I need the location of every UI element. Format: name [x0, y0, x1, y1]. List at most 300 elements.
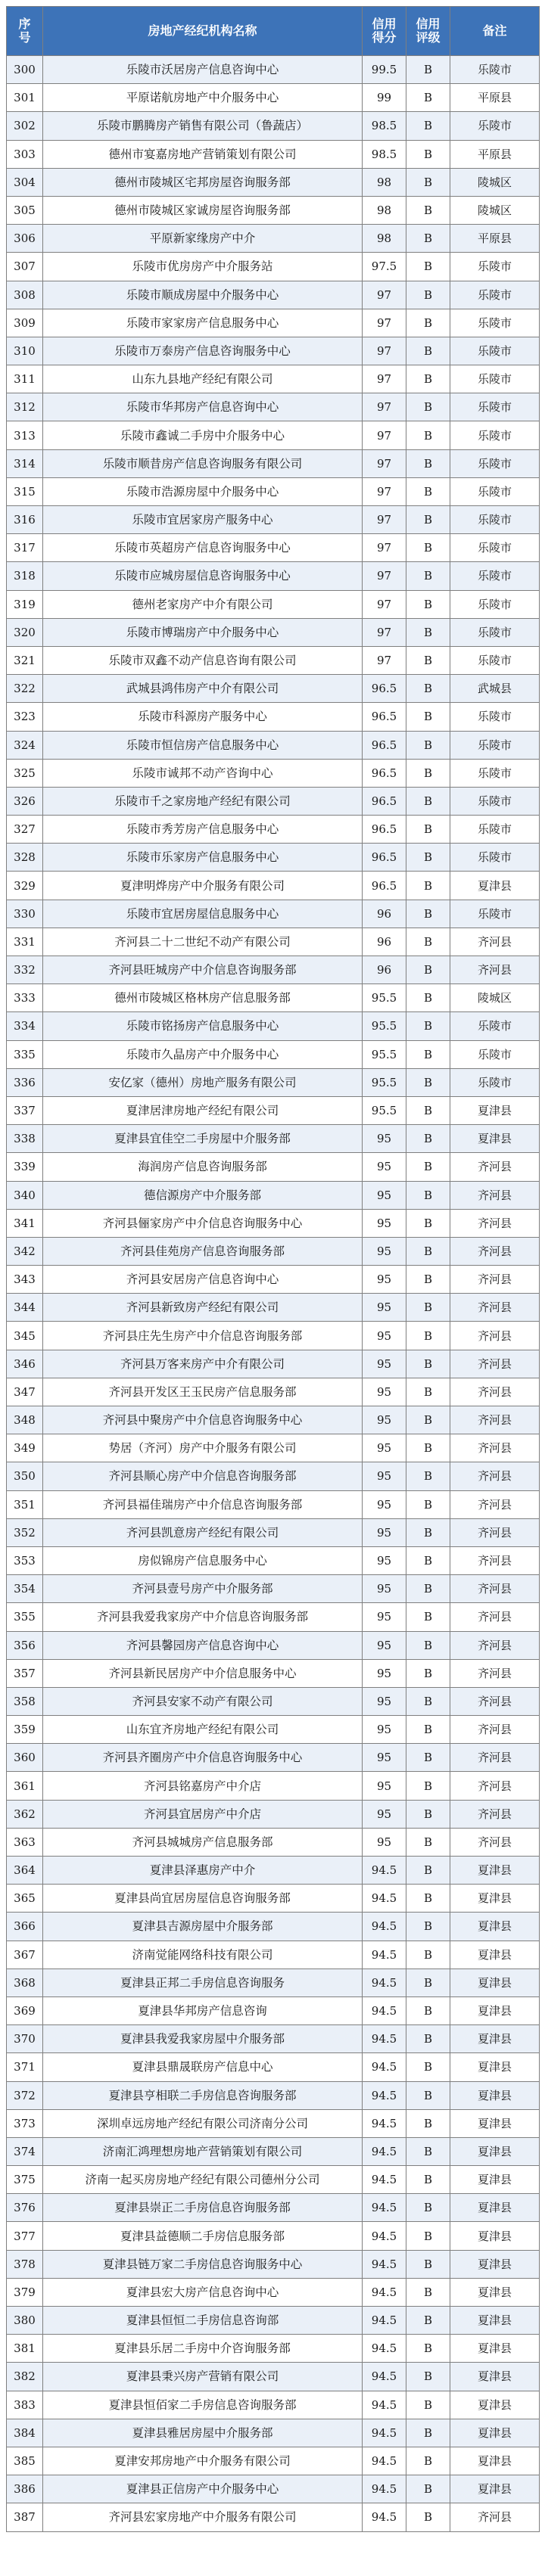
table-row — [7, 337, 540, 365]
cell-no: 355 — [7, 1603, 43, 1631]
table-row — [7, 759, 540, 787]
cell-name: 德州市宴嘉房地产营销策划有限公司 — [43, 140, 363, 168]
cell-note: 夏津县 — [450, 2053, 540, 2081]
table-body — [7, 56, 540, 2532]
cell-grade: B — [406, 2419, 450, 2447]
cell-score: 95 — [363, 1744, 406, 1772]
cell-name: 乐陵市宜居家房产服务中心 — [43, 506, 363, 534]
table-row — [7, 56, 540, 84]
cell-note: 乐陵市 — [450, 281, 540, 309]
cell-name: 德州市陵城区格林房产信息服务部 — [43, 984, 363, 1012]
cell-name: 齐河县中聚房产中介信息咨询服务中心 — [43, 1406, 363, 1434]
cell-no: 362 — [7, 1800, 43, 1828]
cell-name: 齐河县宜居房产中介店 — [43, 1800, 363, 1828]
table-row — [7, 1518, 540, 1546]
cell-note: 齐河县 — [450, 1237, 540, 1265]
cell-name: 平原新家缘房产中介 — [43, 225, 363, 253]
table-row — [7, 1969, 540, 1996]
cell-score: 97 — [363, 337, 406, 365]
cell-score: 95.5 — [363, 1040, 406, 1068]
cell-no: 339 — [7, 1153, 43, 1181]
cell-name: 齐河县顺心房产中介信息咨询服务部 — [43, 1462, 363, 1490]
cell-name: 房似锦房产信息服务中心 — [43, 1546, 363, 1574]
cell-note: 乐陵市 — [450, 900, 540, 928]
cell-score: 94.5 — [363, 2503, 406, 2531]
cell-no: 381 — [7, 2335, 43, 2363]
table-row — [7, 2363, 540, 2391]
table-header — [7, 7, 540, 56]
cell-no: 367 — [7, 1941, 43, 1969]
cell-grade: B — [406, 1040, 450, 1068]
cell-grade: B — [406, 1012, 450, 1040]
cell-no: 385 — [7, 2447, 43, 2475]
cell-name: 深圳卓远房地产经纪有限公司济南分公司 — [43, 2109, 363, 2137]
cell-note: 乐陵市 — [450, 759, 540, 787]
cell-grade: B — [406, 1125, 450, 1153]
table-row — [7, 2194, 540, 2222]
table-row — [7, 1575, 540, 1603]
cell-note: 乐陵市 — [450, 393, 540, 421]
cell-grade: B — [406, 1350, 450, 1378]
table-row — [7, 590, 540, 618]
cell-note: 平原县 — [450, 84, 540, 112]
cell-note: 齐河县 — [450, 1434, 540, 1462]
cell-note: 乐陵市 — [450, 590, 540, 618]
cell-name: 乐陵市顺昔房产信息咨询服务有限公司 — [43, 449, 363, 477]
cell-score: 95 — [363, 1237, 406, 1265]
cell-no: 356 — [7, 1631, 43, 1659]
cell-score: 95 — [363, 1181, 406, 1209]
cell-no: 309 — [7, 309, 43, 337]
cell-name: 乐陵市千之家房地产经纪有限公司 — [43, 787, 363, 815]
table-row — [7, 1772, 540, 1800]
cell-no: 318 — [7, 562, 43, 590]
cell-no: 365 — [7, 1885, 43, 1913]
cell-grade: B — [406, 562, 450, 590]
cell-note: 乐陵市 — [450, 703, 540, 731]
cell-name: 齐河县安居房产信息咨询中心 — [43, 1266, 363, 1294]
cell-score: 97 — [363, 421, 406, 449]
cell-score: 95.5 — [363, 1068, 406, 1096]
cell-no: 329 — [7, 872, 43, 900]
table-row — [7, 2222, 540, 2250]
cell-score: 98.5 — [363, 140, 406, 168]
cell-grade: B — [406, 2025, 450, 2053]
cell-no: 335 — [7, 1040, 43, 1068]
cell-score: 95 — [363, 1266, 406, 1294]
cell-score: 96.5 — [363, 872, 406, 900]
cell-grade: B — [406, 84, 450, 112]
cell-name: 乐陵市乐家房产信息服务中心 — [43, 844, 363, 872]
cell-score: 94.5 — [363, 2166, 406, 2194]
cell-grade: B — [406, 2391, 450, 2419]
table-row — [7, 1744, 540, 1772]
cell-grade: B — [406, 618, 450, 646]
table-row — [7, 506, 540, 534]
cell-score: 94.5 — [363, 1857, 406, 1885]
cell-note: 齐河县 — [450, 1266, 540, 1294]
cell-no: 323 — [7, 703, 43, 731]
table-row — [7, 1913, 540, 1941]
cell-score: 98 — [363, 168, 406, 196]
cell-no: 337 — [7, 1096, 43, 1124]
cell-score: 99 — [363, 84, 406, 112]
table-row — [7, 2335, 540, 2363]
cell-score: 98.5 — [363, 112, 406, 140]
table-row — [7, 2053, 540, 2081]
cell-name: 齐河县新致房产经纪有限公司 — [43, 1294, 363, 1322]
cell-score: 94.5 — [363, 2025, 406, 2053]
table-row — [7, 1181, 540, 1209]
table-row — [7, 956, 540, 984]
table-row — [7, 225, 540, 253]
cell-note: 齐河县 — [450, 2503, 540, 2531]
cell-no: 366 — [7, 1913, 43, 1941]
cell-note: 夏津县 — [450, 2166, 540, 2194]
cell-grade: B — [406, 1378, 450, 1406]
cell-grade: B — [406, 984, 450, 1012]
cell-grade: B — [406, 2335, 450, 2363]
cell-score: 94.5 — [363, 2391, 406, 2419]
table-row — [7, 281, 540, 309]
cell-note: 齐河县 — [450, 1659, 540, 1687]
cell-no: 351 — [7, 1490, 43, 1518]
cell-note: 齐河县 — [450, 1575, 540, 1603]
cell-grade: B — [406, 1462, 450, 1490]
cell-note: 夏津县 — [450, 2391, 540, 2419]
table-row — [7, 1294, 540, 1322]
cell-score: 94.5 — [363, 2278, 406, 2306]
cell-name: 齐河县万客来房产中介有限公司 — [43, 1350, 363, 1378]
cell-note: 齐河县 — [450, 1153, 540, 1181]
cell-name: 乐陵市沃居房产信息咨询中心 — [43, 56, 363, 84]
cell-name: 乐陵市优房房产中介服务站 — [43, 253, 363, 281]
table-row — [7, 2278, 540, 2306]
table-row — [7, 1125, 540, 1153]
cell-name: 齐河县二十二世纪不动产有限公司 — [43, 928, 363, 956]
cell-grade: B — [406, 56, 450, 84]
cell-score: 97 — [363, 365, 406, 393]
cell-note: 夏津县 — [450, 2447, 540, 2475]
table-row — [7, 1068, 540, 1096]
cell-grade: B — [406, 421, 450, 449]
table-row — [7, 1012, 540, 1040]
cell-grade: B — [406, 2222, 450, 2250]
cell-note: 夏津县 — [450, 1096, 540, 1124]
table-row — [7, 1800, 540, 1828]
cell-score: 94.5 — [363, 2081, 406, 2109]
table-row — [7, 534, 540, 562]
cell-grade: B — [406, 449, 450, 477]
cell-grade: B — [406, 900, 450, 928]
cell-grade: B — [406, 1941, 450, 1969]
cell-name: 夏津明烨房产中介服务有限公司 — [43, 872, 363, 900]
cell-no: 364 — [7, 1857, 43, 1885]
cell-name: 乐陵市铭扬房产信息服务中心 — [43, 1012, 363, 1040]
cell-no: 304 — [7, 168, 43, 196]
table-row — [7, 2391, 540, 2419]
table-row — [7, 112, 540, 140]
table-row — [7, 2447, 540, 2475]
cell-note: 乐陵市 — [450, 421, 540, 449]
cell-note: 齐河县 — [450, 956, 540, 984]
cell-note: 乐陵市 — [450, 309, 540, 337]
cell-no: 382 — [7, 2363, 43, 2391]
cell-name: 夏津县正信房产中介服务中心 — [43, 2475, 363, 2503]
cell-no: 373 — [7, 2109, 43, 2137]
cell-name: 济南觉能网络科技有限公司 — [43, 1941, 363, 1969]
cell-name: 乐陵市双鑫不动产信息咨询有限公司 — [43, 646, 363, 674]
cell-no: 360 — [7, 1744, 43, 1772]
cell-note: 齐河县 — [450, 1209, 540, 1237]
cell-score: 95 — [363, 1125, 406, 1153]
cell-no: 370 — [7, 2025, 43, 2053]
cell-note: 齐河县 — [450, 1322, 540, 1350]
table-row — [7, 1659, 540, 1687]
cell-name: 安亿家（德州）房地产服务有限公司 — [43, 1068, 363, 1096]
cell-no: 384 — [7, 2419, 43, 2447]
cell-name: 夏津县鼎晟联房产信息中心 — [43, 2053, 363, 2081]
cell-no: 346 — [7, 1350, 43, 1378]
cell-note: 齐河县 — [450, 1716, 540, 1744]
cell-note: 乐陵市 — [450, 56, 540, 84]
table-row — [7, 1350, 540, 1378]
cell-score: 95 — [363, 1575, 406, 1603]
cell-score: 95 — [363, 1294, 406, 1322]
cell-grade: B — [406, 675, 450, 703]
table-row — [7, 477, 540, 505]
cell-name: 乐陵市万泰房产信息咨询服务中心 — [43, 337, 363, 365]
cell-grade: B — [406, 1096, 450, 1124]
cell-no: 371 — [7, 2053, 43, 2081]
cell-note: 夏津县 — [450, 1913, 540, 1941]
cell-no: 311 — [7, 365, 43, 393]
cell-score: 97 — [363, 562, 406, 590]
cell-no: 325 — [7, 759, 43, 787]
cell-grade: B — [406, 590, 450, 618]
cell-no: 380 — [7, 2307, 43, 2335]
cell-name: 夏津县华邦房产信息咨询 — [43, 1996, 363, 2024]
cell-score: 94.5 — [363, 2222, 406, 2250]
cell-name: 齐河县壹号房产中介服务部 — [43, 1575, 363, 1603]
cell-grade: B — [406, 1237, 450, 1265]
cell-note: 乐陵市 — [450, 844, 540, 872]
cell-name: 夏津县我爱我家房屋中介服务部 — [43, 2025, 363, 2053]
cell-note: 夏津县 — [450, 2109, 540, 2137]
cell-name: 夏津县秉兴房产营销有限公司 — [43, 2363, 363, 2391]
cell-grade: B — [406, 1716, 450, 1744]
cell-no: 359 — [7, 1716, 43, 1744]
cell-note: 夏津县 — [450, 1996, 540, 2024]
cell-grade: B — [406, 1266, 450, 1294]
cell-grade: B — [406, 928, 450, 956]
cell-score: 95 — [363, 1603, 406, 1631]
cell-note: 夏津县 — [450, 2335, 540, 2363]
cell-no: 347 — [7, 1378, 43, 1406]
cell-grade: B — [406, 703, 450, 731]
cell-name: 齐河县凯意房产经纪有限公司 — [43, 1518, 363, 1546]
cell-note: 齐河县 — [450, 1350, 540, 1378]
cell-name: 济南汇鸿理想房地产营销策划有限公司 — [43, 2137, 363, 2165]
cell-no: 306 — [7, 225, 43, 253]
table-row — [7, 2025, 540, 2053]
cell-no: 333 — [7, 984, 43, 1012]
cell-note: 齐河县 — [450, 1772, 540, 1800]
cell-score: 97 — [363, 477, 406, 505]
table-row — [7, 928, 540, 956]
table-row — [7, 1631, 540, 1659]
cell-no: 375 — [7, 2166, 43, 2194]
table-row — [7, 2166, 540, 2194]
cell-no: 317 — [7, 534, 43, 562]
cell-score: 95 — [363, 1406, 406, 1434]
cell-name: 乐陵市家家房产信息服务中心 — [43, 309, 363, 337]
cell-grade: B — [406, 2166, 450, 2194]
table-row — [7, 2081, 540, 2109]
cell-note: 乐陵市 — [450, 1040, 540, 1068]
cell-no: 328 — [7, 844, 43, 872]
cell-name: 齐河县宏家房地产中介服务有限公司 — [43, 2503, 363, 2531]
cell-note: 平原县 — [450, 225, 540, 253]
cell-name: 夏津县泽惠房产中介 — [43, 1857, 363, 1885]
cell-name: 山东九县地产经纪有限公司 — [43, 365, 363, 393]
cell-grade: B — [406, 2109, 450, 2137]
cell-score: 96.5 — [363, 844, 406, 872]
cell-score: 94.5 — [363, 2137, 406, 2165]
cell-score: 95 — [363, 1378, 406, 1406]
cell-note: 夏津县 — [450, 2081, 540, 2109]
cell-no: 313 — [7, 421, 43, 449]
cell-name: 齐河县我爱我家房产中介信息咨询服务部 — [43, 1603, 363, 1631]
table-row — [7, 2250, 540, 2278]
cell-score: 97 — [363, 590, 406, 618]
cell-note: 齐河县 — [450, 1687, 540, 1715]
cell-note: 齐河县 — [450, 1378, 540, 1406]
cell-no: 332 — [7, 956, 43, 984]
cell-no: 338 — [7, 1125, 43, 1153]
header-no: 序号 — [7, 7, 43, 56]
cell-score: 94.5 — [363, 2109, 406, 2137]
header-note: 备注 — [450, 7, 540, 56]
header-score: 信用得分 — [363, 7, 406, 56]
cell-grade: B — [406, 844, 450, 872]
cell-name: 乐陵市鑫诚二手房中介服务中心 — [43, 421, 363, 449]
table-row — [7, 1996, 540, 2024]
cell-score: 96 — [363, 928, 406, 956]
table-row — [7, 1096, 540, 1124]
cell-note: 陵城区 — [450, 168, 540, 196]
table-row — [7, 2475, 540, 2503]
cell-grade: B — [406, 2278, 450, 2306]
cell-score: 97 — [363, 506, 406, 534]
cell-name: 德州市陵城区家诚房屋咨询服务部 — [43, 196, 363, 224]
cell-grade: B — [406, 1659, 450, 1687]
cell-score: 94.5 — [363, 2419, 406, 2447]
cell-score: 97 — [363, 281, 406, 309]
cell-name: 乐陵市科源房产服务中心 — [43, 703, 363, 731]
cell-no: 300 — [7, 56, 43, 84]
cell-no: 374 — [7, 2137, 43, 2165]
cell-grade: B — [406, 1518, 450, 1546]
cell-note: 乐陵市 — [450, 562, 540, 590]
cell-note: 夏津县 — [450, 2222, 540, 2250]
cell-grade: B — [406, 477, 450, 505]
cell-grade: B — [406, 1575, 450, 1603]
table-row — [7, 449, 540, 477]
cell-name: 齐河县齐圈房产中介信息咨询服务中心 — [43, 1744, 363, 1772]
table-row — [7, 1322, 540, 1350]
cell-name: 齐河县新民居房产中介信息服务中心 — [43, 1659, 363, 1687]
table-row — [7, 1716, 540, 1744]
cell-name: 德州市陵城区宅邦房屋咨询服务部 — [43, 168, 363, 196]
header-grade: 信用评级 — [406, 7, 450, 56]
cell-grade: B — [406, 787, 450, 815]
cell-no: 315 — [7, 477, 43, 505]
cell-score: 97 — [363, 393, 406, 421]
cell-name: 济南一起买房房地产经纪有限公司德州分公司 — [43, 2166, 363, 2194]
cell-score: 96.5 — [363, 759, 406, 787]
table-row — [7, 84, 540, 112]
cell-name: 齐河县俪家房产中介信息咨询服务中心 — [43, 1209, 363, 1237]
cell-score: 97 — [363, 534, 406, 562]
cell-grade: B — [406, 112, 450, 140]
cell-name: 乐陵市应城房屋信息咨询服务中心 — [43, 562, 363, 590]
cell-no: 308 — [7, 281, 43, 309]
cell-no: 377 — [7, 2222, 43, 2250]
cell-note: 夏津县 — [450, 2307, 540, 2335]
cell-grade: B — [406, 2137, 450, 2165]
cell-score: 94.5 — [363, 1996, 406, 2024]
cell-score: 95.5 — [363, 984, 406, 1012]
table-row — [7, 1885, 540, 1913]
cell-no: 342 — [7, 1237, 43, 1265]
table-row — [7, 1546, 540, 1574]
cell-grade: B — [406, 534, 450, 562]
cell-name: 势居（齐河）房产中介服务有限公司 — [43, 1434, 363, 1462]
cell-grade: B — [406, 253, 450, 281]
cell-name: 乐陵市久晶房产中介服务中心 — [43, 1040, 363, 1068]
cell-no: 341 — [7, 1209, 43, 1237]
table-row — [7, 618, 540, 646]
cell-note: 齐河县 — [450, 1518, 540, 1546]
cell-grade: B — [406, 1800, 450, 1828]
table-row — [7, 1687, 540, 1715]
cell-score: 94.5 — [363, 2250, 406, 2278]
cell-grade: B — [406, 1294, 450, 1322]
cell-score: 95 — [363, 1631, 406, 1659]
table-row — [7, 1828, 540, 1856]
cell-no: 353 — [7, 1546, 43, 1574]
cell-no: 310 — [7, 337, 43, 365]
cell-grade: B — [406, 1828, 450, 1856]
cell-note: 武城县 — [450, 675, 540, 703]
cell-grade: B — [406, 1490, 450, 1518]
cell-score: 94.5 — [363, 1969, 406, 1996]
cell-grade: B — [406, 309, 450, 337]
cell-grade: B — [406, 1153, 450, 1181]
cell-score: 95 — [363, 1518, 406, 1546]
cell-score: 94.5 — [363, 1913, 406, 1941]
cell-no: 369 — [7, 1996, 43, 2024]
cell-no: 354 — [7, 1575, 43, 1603]
cell-no: 363 — [7, 1828, 43, 1856]
cell-note: 夏津县 — [450, 1941, 540, 1969]
cell-no: 378 — [7, 2250, 43, 2278]
cell-note: 乐陵市 — [450, 253, 540, 281]
cell-grade: B — [406, 956, 450, 984]
cell-name: 齐河县庄先生房产中介信息咨询服务部 — [43, 1322, 363, 1350]
table-row — [7, 1378, 540, 1406]
